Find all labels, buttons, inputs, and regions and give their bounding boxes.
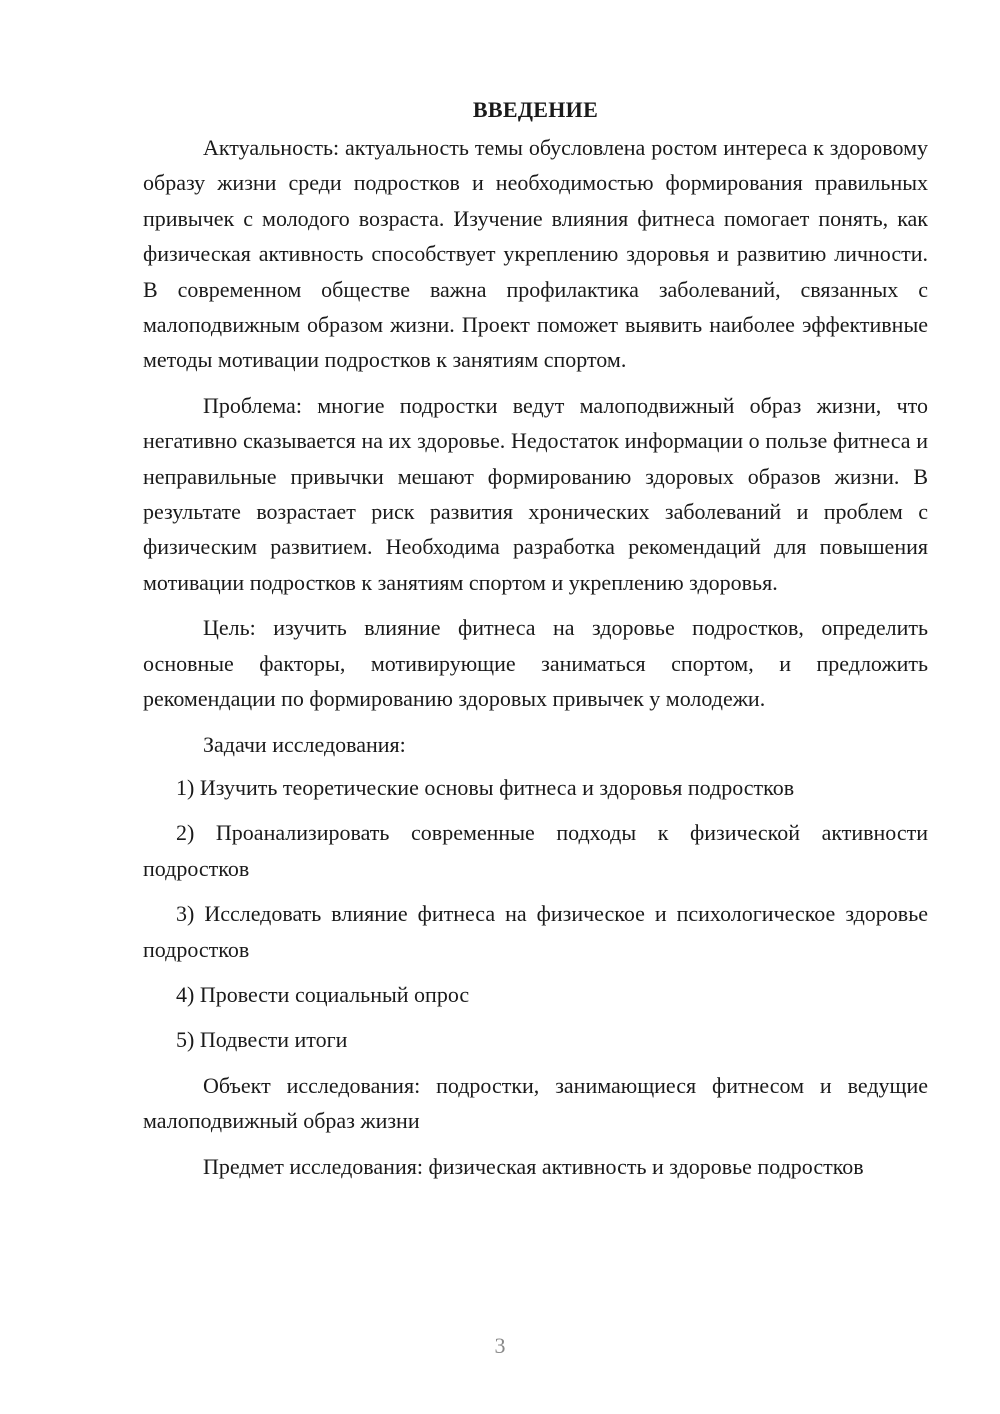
page-number: 3 xyxy=(494,1333,506,1358)
list-item: 5) Подвести итоги xyxy=(176,1027,348,1053)
tasks-list xyxy=(143,770,928,1058)
document-page xyxy=(143,92,928,1194)
page-title: ВВЕДЕНИЕ xyxy=(472,97,599,122)
list-item: 3) Исследовать влияние фитнеса на физическое и психологическое здоровье подростков xyxy=(143,901,928,962)
paragraph-problem: Проблема: многие подростки ведут малоподвижный образ жизни, что негативно сказывается на их здоровье. Недостаток информации о пользе фитнеса и неправильные привычки мешают формированию здоровых образов жизни. В результате возрастает риск развития хронических заболеваний и проблем с физическим развитием. Необходима разработка рекомендаций для повышения мотивации подростков к занятиям спортом и укреплению здоровья. xyxy=(143,392,928,595)
tasks-heading: Задачи исследования: xyxy=(203,731,406,757)
paragraph-subject: Предмет исследования: физическая активность и здоровье подростков xyxy=(203,1153,864,1179)
paragraph-goal: Цель: изучить влияние фитнеса на здоровье подростков, определить основные факторы, мотивирующие заниматься спортом, и предложить рекомендации по формированию здоровых привычек у молодежи. xyxy=(143,615,928,712)
list-item: 2) Проанализировать современные подходы к физической активности подростков xyxy=(143,820,928,881)
paragraph-relevance: Актуальность: актуальность темы обусловлена ростом интереса к здоровому образу жизни среди подростков и необходимостью формирования правильных привычек с молодого возраста. Изучение влияния фитнеса помогает понять, как физическая активность способствует укреплению здоровья и развитию личности. В современном обществе важна профилактика заболеваний, связанных с малоподвижным образом жизни. Проект поможет выявить наиболее эффективные методы мотивации подростков к занятиям спортом. xyxy=(143,135,928,373)
paragraph-object: Объект исследования: подростки, занимающиеся фитнесом и ведущие малоподвижный образ жизни xyxy=(143,1072,928,1134)
list-item: 1) Изучить теоретические основы фитнеса и здоровья подростков xyxy=(176,774,795,800)
list-item: 4) Провести социальный опрос xyxy=(176,981,470,1007)
